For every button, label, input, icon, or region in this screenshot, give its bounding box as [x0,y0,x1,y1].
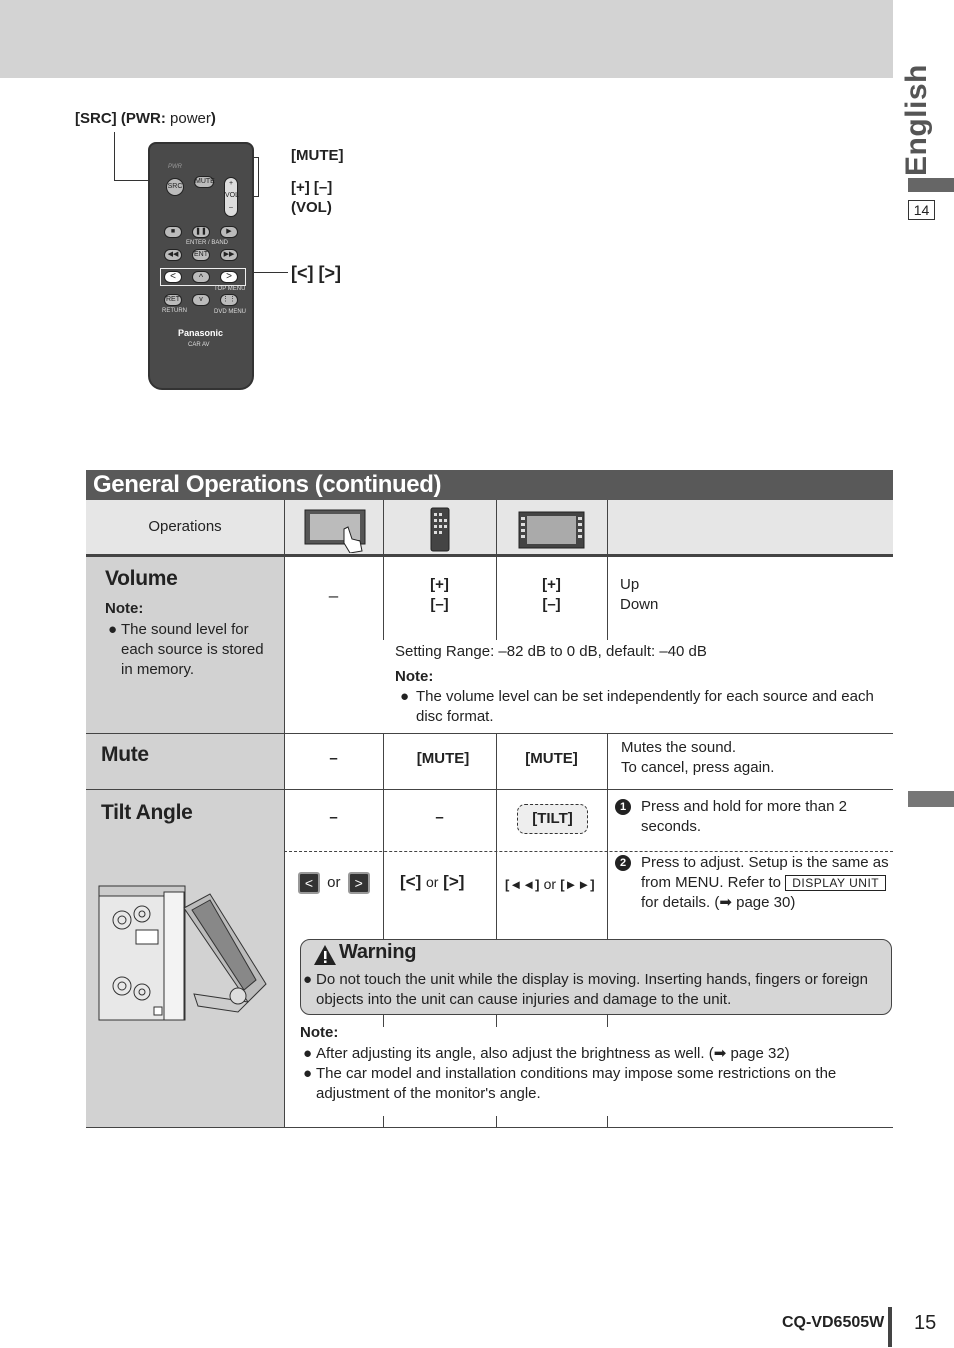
remote-top-menu-text: TOP MENU [214,286,246,292]
tilt-touch-value: – [329,809,338,826]
col-line-2c [383,1015,384,1027]
tilt-button: [TILT] [517,804,588,834]
src-leader-v [114,132,115,180]
tilt-note-2: ● The car model and installation conditions may impose some restrictions on the adjustment of the monitor's angle. [303,1065,837,1102]
section-title-bar [86,470,893,500]
volume-title: Volume [105,567,178,590]
touch-left-key: < [298,872,320,894]
warning-text: ● Do not touch the unit while the display is moving. Inserting hands, fingers or foreign objects into the unit can cause injuries and damage to the unit. [303,971,868,1008]
col-line-2a [383,500,384,640]
row-line-volume [86,733,893,734]
arrow-keys-label: [<] [>] [291,263,342,283]
col-line-4a [607,500,608,640]
volume-remote-keys: [+] [–] [430,576,449,613]
remote-prev-button[interactable]: ◀◀ [164,249,182,261]
src-label: [SRC] (PWR: power) [75,110,216,127]
display-unit-box: DISPLAY UNIT [785,875,886,891]
section-title: General Operations (continued) [93,471,442,498]
footer-divider [888,1307,892,1347]
remote-car-av-text: CAR AV [188,342,210,348]
display-unit-icon [518,511,586,549]
row-line-mute [86,789,893,790]
mute-touch-value: – [329,750,338,767]
remote-up-button[interactable]: ^ [192,271,210,283]
remote-dvd-menu-text: DVD MENU [214,309,247,315]
warning-icon [313,944,337,966]
warning-title: Warning [339,941,417,963]
remote-pause-button[interactable]: ❚❚ [192,226,210,238]
volume-touch-value: – [328,586,339,605]
mute-unit-key: [MUTE] [525,750,578,767]
remote-brand: Panasonic [178,328,224,338]
row-line-tilt-steps [284,851,893,852]
tilt-touch-keys: < or > [298,872,370,894]
tilt-step2: 2 Press to adjust. Setup is the same as from MENU. Refer to DISPLAY UNIT for details. (➡ page 30) [615,853,890,913]
row-line-bottom [86,1127,893,1128]
volume-note: ● The sound level for each source is stored in memory. [108,621,264,678]
mute-remote-key: [MUTE] [416,750,470,767]
remote-enter-band-text: ENTER / BAND [186,240,229,246]
touch-right-key: > [348,872,370,894]
remote-right-button[interactable]: > [220,271,238,283]
tilt-notes-label: Note: [300,1024,339,1041]
remote-src-button[interactable]: SRC [166,178,184,196]
language-tab [900,64,940,178]
col-line-4b [607,733,608,939]
side-page-box: 14 [908,200,935,220]
footer-model: CQ-VD6505W [782,1314,885,1331]
touch-panel-icon [304,509,368,553]
remote-left-button[interactable]: < [164,271,182,283]
mute-desc: Mutes the sound. To cancel, press again. [621,739,775,776]
header-operations: Operations [148,518,222,535]
remote-dvd-menu-button[interactable]: ⋮⋮ [220,294,238,306]
mute-label: [MUTE] [291,147,344,164]
volume-setting-range: Setting Range: –82 dB to 0 dB, default: –40 dB [395,643,707,660]
remote-ret-button[interactable]: RET [164,294,182,306]
col-line-3c [496,1015,497,1027]
remote-vol-rocker[interactable]: + VOL – [224,177,238,217]
page-number: 15 [914,1312,937,1334]
language-label: English [900,64,933,176]
remote-stop-button[interactable]: ■ [164,226,182,238]
col-line-3a [496,500,497,640]
tilt-step1: 1 Press and hold for more than 2 seconds. [615,797,890,837]
remote-play-button[interactable]: ▶ [220,226,238,238]
volume-note2-label: Note: [395,668,434,685]
top-band [0,0,893,78]
tilt-remote-keys: [<] or [>] [400,872,465,891]
volume-note2: ● The volume level can be set independently for each source and each disc format. [400,688,874,725]
volume-unit-keys: [+] [–] [542,576,561,613]
tilt-unit-keys: [◄◄] or [►►] [505,876,595,892]
remote-control [148,142,254,390]
remote-return-text: RETURN [162,308,187,314]
tilt-illustration [98,884,270,1024]
vol-leader-v [258,157,259,197]
tilt-note-1: ● After adjusting its angle, also adjust the brightness as well. (➡ page 32) [303,1045,790,1062]
tilt-remote-value: – [435,809,444,826]
volume-desc: Up Down [620,576,659,613]
language-tab-bar [908,178,954,192]
remote-mute-button[interactable]: MUTE [194,176,214,188]
tilt-title: Tilt Angle [101,801,193,824]
remote-pwr-text: PWR [168,164,182,170]
remote-next-button[interactable]: ▶▶ [220,249,238,261]
side-marker-bar [908,791,954,807]
col-line-4c [607,1015,608,1027]
vol-label: [+] [–] (VOL) [291,179,333,216]
remote-down-button[interactable]: v [192,294,210,306]
mute-title: Mute [101,743,149,766]
remote-icon [430,507,452,553]
remote-ent-button[interactable]: ENT [192,249,210,261]
volume-note-label: Note: [105,600,144,617]
